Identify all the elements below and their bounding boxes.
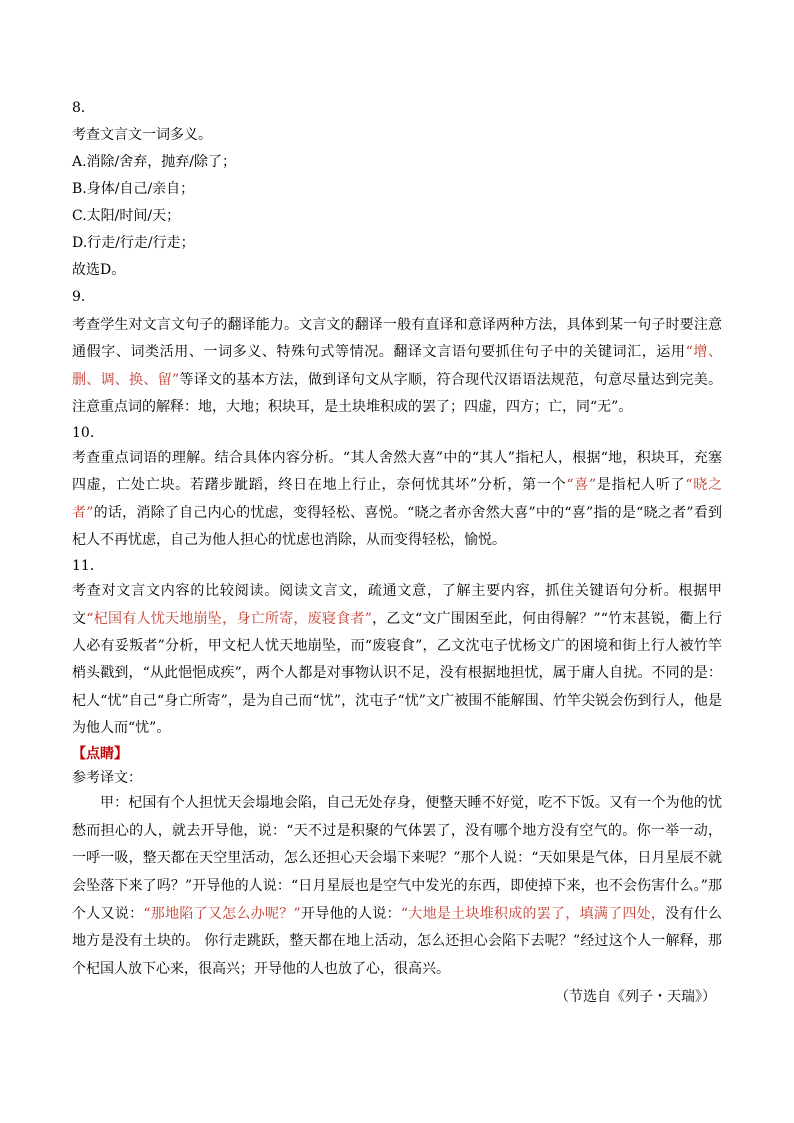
question-number: 10． xyxy=(72,425,104,442)
analysis-text: 考查重点词语的理解。结合具体内容分析。“其人舍然大喜”中的“其人”指杞人，根据“地，积块耳，充塞四虚，亡处亡块。若躇步跐蹈，终日在地上行止，奈何忧其坏”分析，第一个 xyxy=(72,450,722,494)
option-d: D.行走/行走/行走； xyxy=(72,235,195,251)
answer-content xyxy=(72,96,722,1011)
analysis-text: 等译文的基本方法，做到译句文从字顺，符合现代汉语语法规范，句意尽量达到完美。注意重点词的解释：地，大地；积块耳，是土块堆积成的罢了；四虚，四方；亡，同“无”。 xyxy=(72,371,722,415)
question-number: 9． xyxy=(72,289,95,305)
question-10 xyxy=(72,421,722,554)
question-9 xyxy=(72,285,722,421)
translation-paragraph xyxy=(72,790,722,983)
option-c: C.太阳/时间/天； xyxy=(72,208,181,224)
option-b: B.身体/自己/亲自； xyxy=(72,181,195,197)
analysis-text: ，乙文“文广围困至此，何由得解？”“竹末甚锐，衢上行人必有妥叛者”分析，甲文杞人忧天地崩坠，而“废寝食”，乙文沈屯子忧杨文广的困境和街上行人被竹竿梢头戳到，“从此悒悒成疾”，两个人都是对事物认识不足，没有根据地担忧，属于庸人自扰。不同的是：杞人“忧”自己“身亡所寄”，是为自己而“忧”，沈屯子“忧”文广被围不能解围、竹竿尖锐会伤到行人，他是为他人而“忧”。 xyxy=(72,610,722,736)
analysis-text: 的话，消除了自己内心的忧虑，变得轻松、喜悦。“晓之者亦舍然大喜”中的“喜”指的是“晓之者”看到杞人不再忧虑，自己为他人担心的忧虑也消除，从而变得轻松，愉悦。 xyxy=(72,504,722,549)
question-topic: 考查文言文一词多义。 xyxy=(72,127,212,143)
analysis-paragraph xyxy=(72,578,722,742)
analysis-paragraph xyxy=(72,445,722,554)
reference-title: 参考译文： xyxy=(72,770,142,787)
source-citation: （节选自《列子・天瑞》） xyxy=(555,989,716,1006)
question-11 xyxy=(72,554,722,742)
dianjing-section xyxy=(72,742,722,1011)
highlighted-text: “增、删、调、换、留” xyxy=(72,344,722,388)
analysis-text: 考查对文言文内容的比较阅读。阅读文言文，疏通文意，了解主要内容，抓住关键语句分析。根据甲文 xyxy=(72,583,722,627)
section-heading: 【点睛】 xyxy=(72,746,128,763)
highlighted-text: “大地是土块堆积成的罢了，填满了四处， xyxy=(400,905,666,922)
translation-text: 没有什么地方是没有土块的。 你行走跳跃，整天都在地上活动，怎么还担心会陷下去呢？”经过这个人一解释，那个杞国人放下心来，很高兴；开导他的人也放了心，很高兴。 xyxy=(72,905,723,977)
analysis-paragraph xyxy=(72,312,722,421)
analysis-text: 考查学生对文言文句子的翻译能力。文言文的翻译一般有直译和意译两种方法，具体到某一句子时要注意通假字、词类活用、一词多义、特殊句式等情况。翻译文言语句要抓住句子中的关键词汇，运用 xyxy=(72,317,722,361)
translation-text: 甲：杞国有个人担忧天会塌地会陷，自己无处存身，便整天睡不好觉，吃不下饭。又有一个为他的忧愁而担心的人，就去开导他，说：“天不过是积聚的气体罢了，没有哪个地方没有空气的。你一举一动，一呼一吸，整天都在天空里活动，怎么还担心天会塌下来呢？”那个人说：“天如果是气体，日月星辰不就会坠落下来了吗？”开导他的人说：“日月星辰也是空气中发光的东西，即使掉下来，也不会伤害什么。”那个人又说： xyxy=(72,795,722,922)
question-number: 11． xyxy=(72,558,104,575)
highlighted-text: “那地陷了又怎么办呢？” xyxy=(143,905,301,922)
question-8 xyxy=(72,96,722,282)
question-number: 8． xyxy=(72,100,95,116)
answer-text: 故选D。 xyxy=(72,262,126,278)
highlighted-text: “喜” xyxy=(566,477,597,494)
highlighted-text: “晓之者” xyxy=(72,477,722,521)
translation-text: 开导他的人说： xyxy=(300,905,401,922)
option-a: A.消除/舍弃，抛弃/除了； xyxy=(72,154,236,170)
analysis-text: 是指杞人听了 xyxy=(596,477,686,494)
highlighted-text: “杞国有人忧天地崩坠，身亡所寄，废寝食者” xyxy=(86,610,372,627)
